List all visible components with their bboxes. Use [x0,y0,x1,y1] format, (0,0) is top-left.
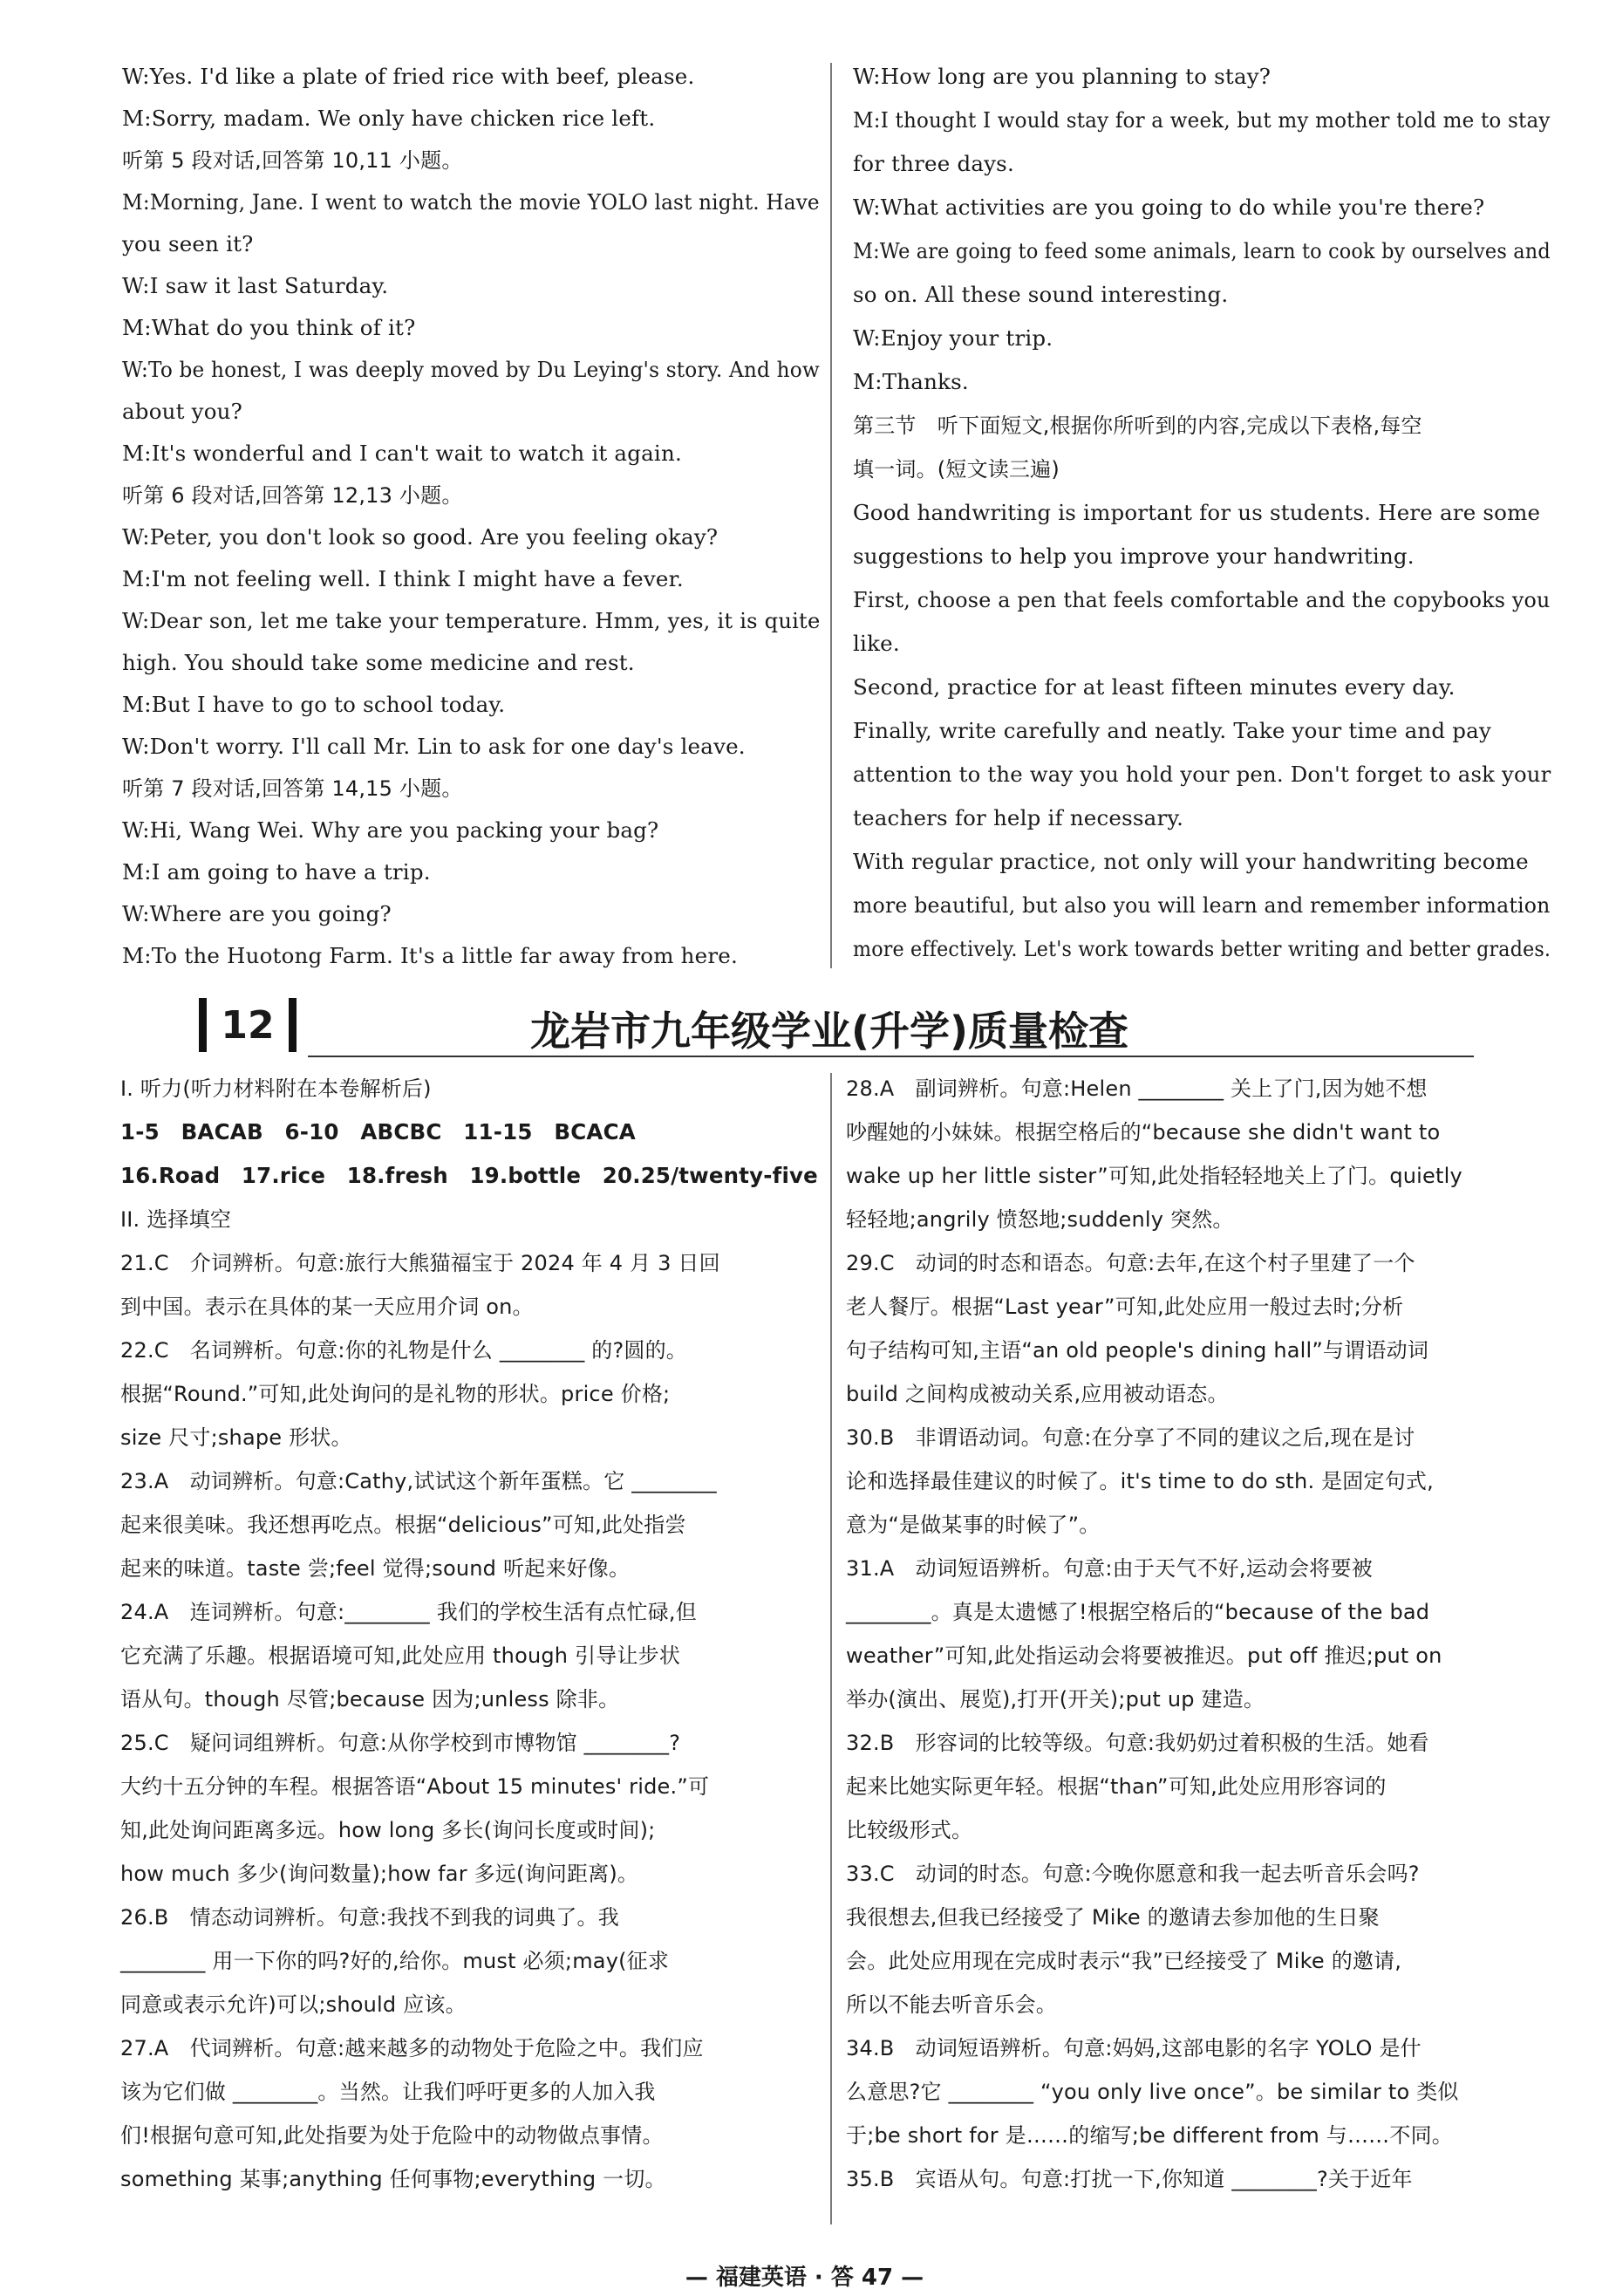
explanation-line: weather”可知,此处指运动会将要被推迟。put off 推迟;put on [846,1643,1442,1668]
explanation-line: 26.B 情态动词辨析。句意:我找不到我的词典了。我 [120,1905,619,1930]
answer-key-line: 1-5 BACAB 6-10 ABCBC 11-15 BCACA [120,1119,636,1145]
explanation-line: 35.B 宾语从句。句意:打扰一下,你知道 ________?关于近年 [846,2167,1413,2191]
explanation-line: 33.C 动词的时态。句意:今晚你愿意和我一起去听音乐会吗? [846,1862,1420,1886]
explanation-line: 34.B 动词短语辨析。句意:妈妈,这部电影的名字 YOLO 是什 [846,2036,1422,2060]
explanation-line: 31.A 动词短语辨析。句意:由于天气不好,运动会将要被 [846,1556,1373,1581]
explanation-line: 根据“Round.”可知,此处询问的是礼物的形状。price 价格; [120,1382,671,1406]
explanation-line: 吵醒她的小妹妹。根据空格后的“because she didn't want to [846,1120,1441,1145]
explanation-line: 起来很美味。我还想再吃点。根据“delicious”可知,此处指尝 [120,1513,686,1537]
explanation-line: size 尺寸;shape 形状。 [120,1425,352,1450]
explanation-line: 起来比她实际更年轻。根据“than”可知,此处应用形容词的 [846,1774,1387,1799]
text-line: M:What do you think of it? [122,315,416,340]
explanation-line: 们!根据句意可知,此处指要为处于危险中的动物做点事情。 [120,2123,664,2148]
text-line: W:Dear son, let me take your temperature. Hmm, yes, it is quite [122,608,821,633]
passage-line: Good handwriting is important for us students. Here are some [853,500,1541,525]
section-instruction: 听第 6 段对话,回答第 12,13 小题。 [122,483,463,508]
explanation-line: 大约十五分钟的车程。根据答语“About 15 minutes' ride.”可 [120,1774,710,1799]
text-line: W:Yes. I'd like a plate of fried rice with beef, please. [122,64,695,89]
explanation-line: 句子结构可知,主语“an old people's dining hall”与谓语动词 [846,1338,1429,1363]
explanation-line: 轻轻地;angrily 愤怒地;suddenly 突然。 [846,1207,1234,1232]
section-title: 龙岩市九年级学业(升学)质量检查 [530,1008,1129,1055]
section-instruction: 填一词。(短文读三遍) [853,457,1060,482]
explanation-line: 我很想去,但我已经接受了 Mike 的邀请去参加他的生日聚 [846,1905,1380,1930]
answer-heading: II. 选择填空 [120,1207,232,1232]
explanation-line: 22.C 名词辨析。句意:你的礼物是什么 ________ 的?圆的。 [120,1338,688,1363]
answer-heading: I. 听力(听力材料附在本卷解析后) [120,1076,432,1101]
explanation-line: 比较级形式。 [846,1818,973,1842]
explanation-line: 所以不能去听音乐会。 [846,1992,1057,2017]
explanation-line: 到中国。表示在具体的某一天应用介词 on。 [120,1295,534,1319]
section-number: 12 [199,998,297,1052]
explanation-line: something 某事;anything 任何事物;everything 一切。 [120,2167,666,2191]
explanation-line: 起来的味道。taste 尝;feel 觉得;sound 听起来好像。 [120,1556,631,1581]
text-line: M:I'm not feeling well. I think I might have a fever. [122,566,684,591]
explanation-line: 23.A 动词辨析。句意:Cathy,试试这个新年蛋糕。它 ________ [120,1469,717,1493]
explanation-line: 论和选择最佳建议的时候了。it's time to do sth. 是固定句式, [846,1469,1434,1493]
explanation-line: 32.B 形容词的比较等级。句意:我奶奶过着积极的生活。她看 [846,1731,1429,1755]
text-line: M:To the Huotong Farm. It's a little far away from here. [122,943,738,968]
page-footer: — 福建英语 · 答 47 — [685,2265,924,2291]
passage-line: Finally, write carefully and neatly. Take your time and pay [853,718,1492,743]
text-line: M:Morning, Jane. I went to watch the movie YOLO last night. Have [122,189,820,215]
passage-line: attention to the way you hold your pen. Don't forget to ask your [853,762,1551,787]
explanation-line: 它充满了乐趣。根据语境可知,此处应用 though 引导让步状 [120,1643,681,1668]
text-line: high. You should take some medicine and rest. [122,650,635,675]
column-divider [830,1073,832,2224]
text-line: M:We are going to feed some animals, learn to cook by ourselves and [853,238,1551,263]
explanation-line: 同意或表示允许)可以;should 应该。 [120,1992,467,2017]
explanation-line: 知,此处询问距离多远。how long 多长(询问长度或时间); [120,1818,656,1842]
title-underline [308,1056,1474,1057]
passage-line: Second, practice for at least fifteen minutes every day. [853,674,1456,700]
explanation-line: 29.C 动词的时态和语态。句意:去年,在这个村子里建了一个 [846,1251,1415,1275]
column-divider [830,63,832,968]
explanation-line: 举办(演出、展览),打开(开关);put up 建造。 [846,1687,1265,1712]
text-line: W:Peter, you don't look so good. Are you feeling okay? [122,524,719,550]
text-line: M:I thought I would stay for a week, but my mother told me to stay [853,107,1551,133]
explanation-line: ________ 用一下你的吗?好的,给你。must 必须;may(征求 [120,1949,670,1973]
text-line: M:It's wonderful and I can't wait to watch it again. [122,441,682,466]
text-line: W:How long are you planning to stay? [853,64,1272,89]
text-line: M:Thanks. [853,369,969,394]
text-line: you seen it? [122,231,254,256]
passage-line: like. [853,631,900,656]
explanation-line: 25.C 疑问词组辨析。句意:从你学校到市博物馆 ________? [120,1731,681,1755]
section-instruction: 听第 7 段对话,回答第 14,15 小题。 [122,776,463,801]
explanation-line: 27.A 代词辨析。句意:越来越多的动物处于危险之中。我们应 [120,2036,704,2060]
section-instruction: 第三节 听下面短文,根据你所听到的内容,完成以下表格,每空 [853,413,1422,438]
passage-line: more effectively. Let's work towards better writing and better grades. [853,936,1551,961]
explanation-line: 该为它们做 ________。当然。让我们呼吁更多的人加入我 [120,2080,656,2104]
answer-key-line: 16.Road 17.rice 18.fresh 19.bottle 20.25/twenty-five [120,1163,818,1188]
explanation-line: 意为“是做某事的时候了”。 [846,1513,1101,1537]
explanation-line: 24.A 连词辨析。句意:________ 我们的学校生活有点忙碌,但 [120,1600,697,1624]
section-instruction: 听第 5 段对话,回答第 10,11 小题。 [122,148,463,173]
explanation-line: ________。真是太遗憾了!根据空格后的“because of the bad [846,1600,1430,1624]
explanation-line: 30.B 非谓语动词。句意:在分享了不同的建议之后,现在是讨 [846,1425,1415,1450]
explanation-line: 会。此处应用现在完成时表示“我”已经接受了 Mike 的邀请, [846,1949,1402,1973]
text-line: W:To be honest, I was deeply moved by Du Leying's story. And how [122,357,820,382]
text-line: W:Don't worry. I'll call Mr. Lin to ask for one day's leave. [122,734,746,759]
passage-line: teachers for help if necessary. [853,805,1184,830]
passage-line: more beautiful, but also you will learn and remember information [853,892,1551,918]
section-header [199,994,1474,1059]
explanation-line: 么意思?它 ________ “you only live once”。be similar to 类似 [846,2080,1459,2104]
passage-line: First, choose a pen that feels comfortable and the copybooks you [853,587,1551,612]
text-line: M:Sorry, madam. We only have chicken rice left. [122,106,656,131]
explanation-line: 21.C 介词辨析。句意:旅行大熊猫福宝于 2024 年 4 月 3 日回 [120,1251,720,1275]
text-line: for three days. [853,151,1014,176]
text-line: M:But I have to go to school today. [122,692,506,717]
text-line: W:What activities are you going to do while you're there? [853,195,1485,220]
explanation-line: 语从句。though 尽管;because 因为;unless 除非。 [120,1687,620,1712]
explanation-line: build 之间构成被动关系,应用被动语态。 [846,1382,1229,1406]
text-line: W:Enjoy your trip. [853,325,1053,351]
explanation-line: 于;be short for 是……的缩写;be different from 与……不同。 [846,2123,1453,2148]
explanation-line: how much 多少(询问数量);how far 多远(询问距离)。 [120,1862,639,1886]
text-line: W:I saw it last Saturday. [122,273,389,298]
text-line: W:Hi, Wang Wei. Why are you packing your bag? [122,817,659,843]
text-line: so on. All these sound interesting. [853,282,1229,307]
passage-line: suggestions to help you improve your handwriting. [853,543,1415,569]
explanation-line: wake up her little sister”可知,此处指轻轻地关上了门。quietly [846,1164,1462,1188]
text-line: M:I am going to have a trip. [122,859,431,885]
text-line: W:Where are you going? [122,901,392,926]
text-line: about you? [122,399,242,424]
explanation-line: 28.A 副词辨析。句意:Helen ________ 关上了门,因为她不想 [846,1076,1428,1101]
passage-line: With regular practice, not only will your handwriting become [853,849,1529,874]
explanation-line: 老人餐厅。根据“Last year”可知,此处应用一般过去时;分析 [846,1295,1404,1319]
